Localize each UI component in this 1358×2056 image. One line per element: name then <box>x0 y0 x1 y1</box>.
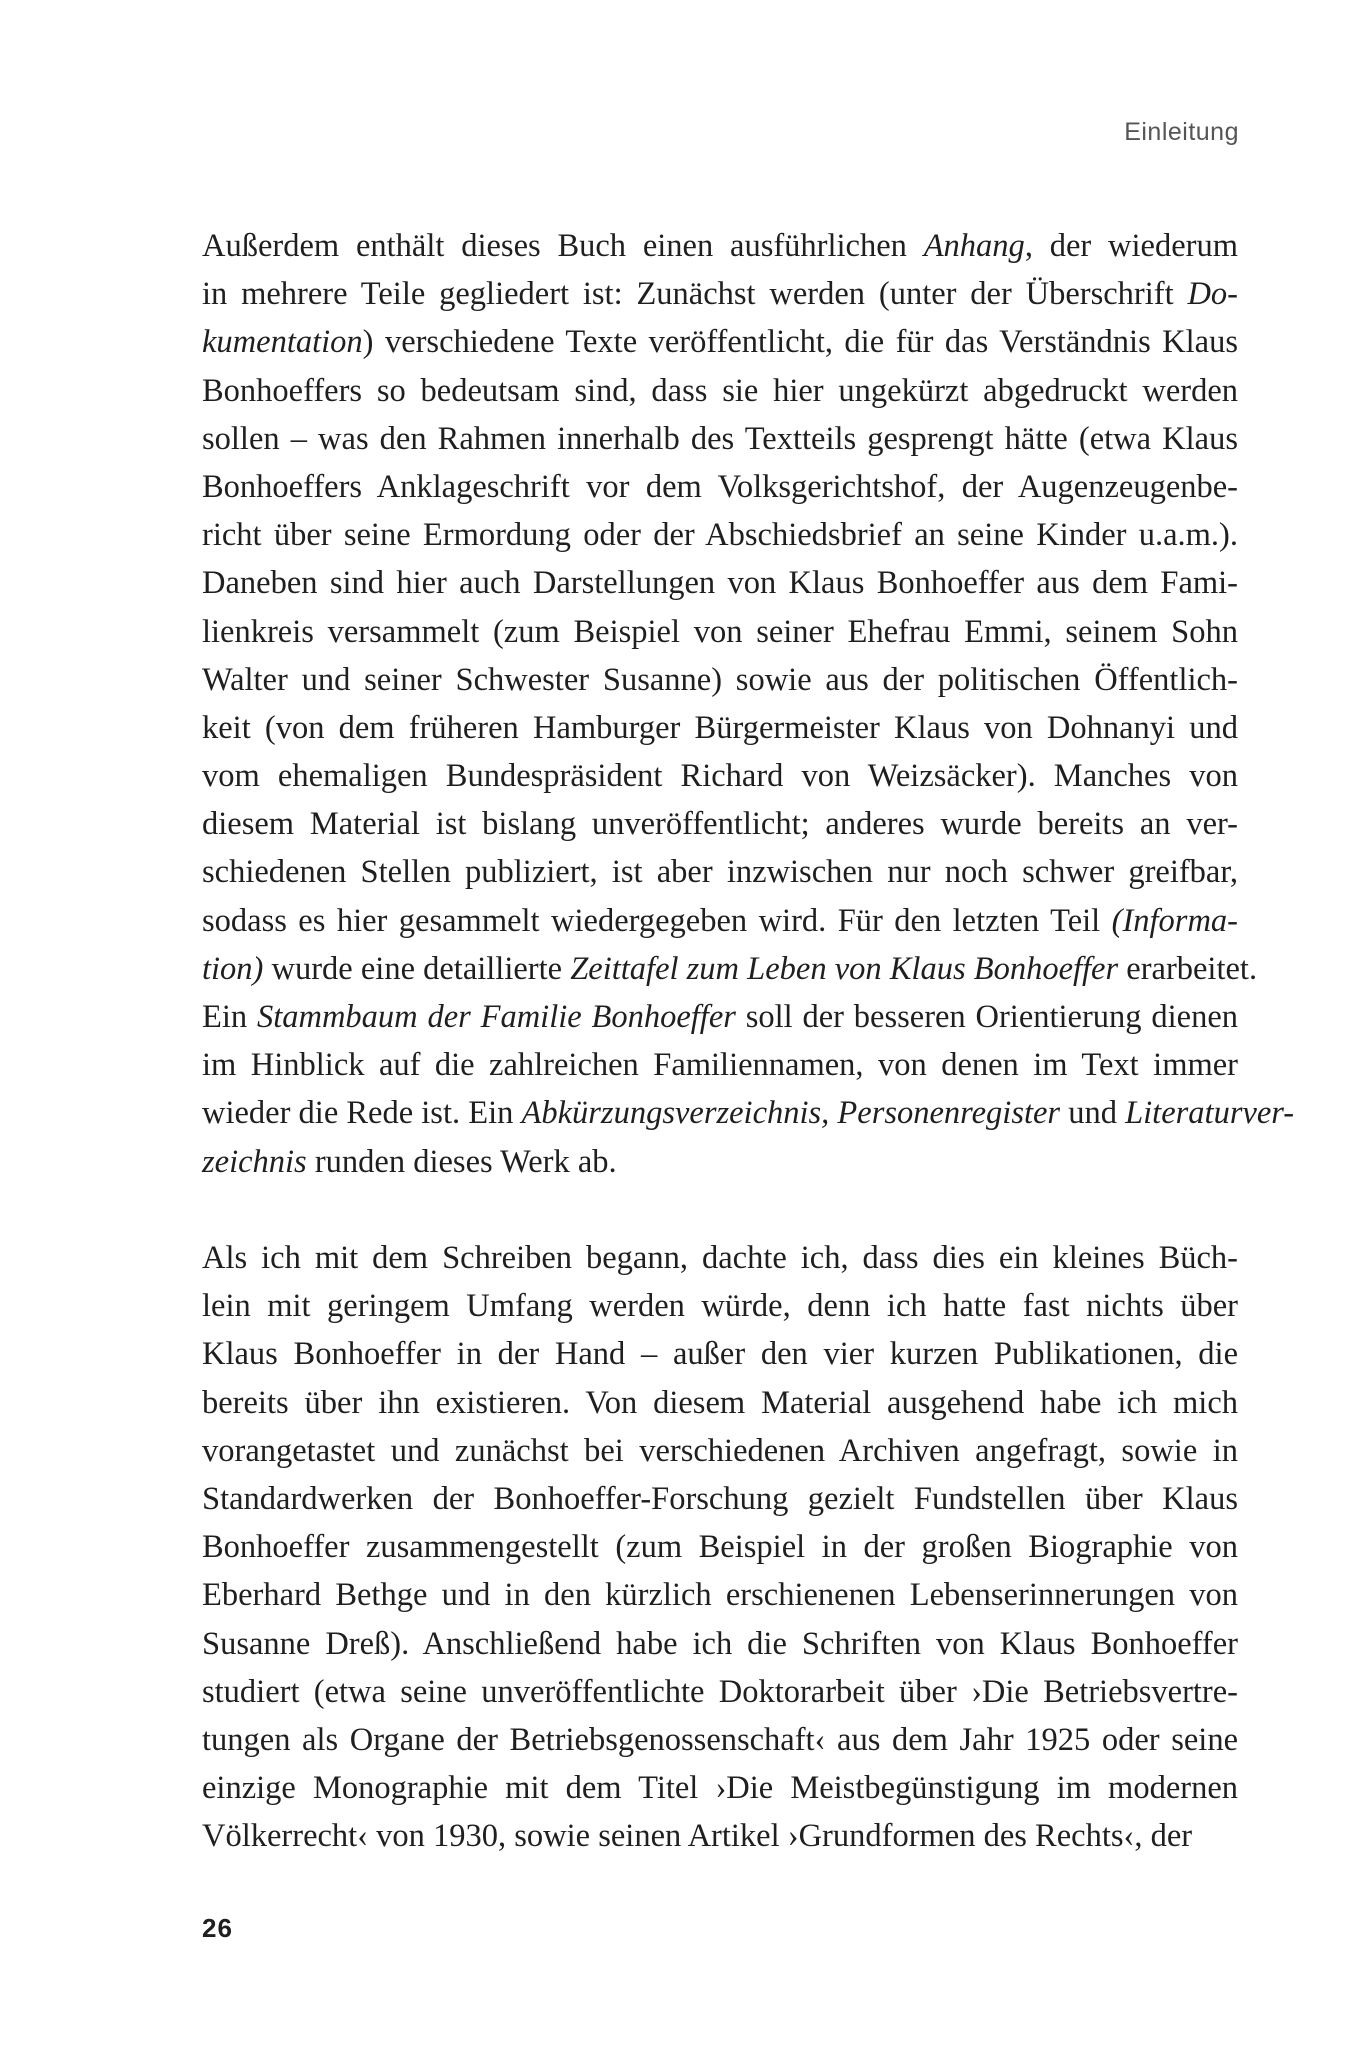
text-line <box>202 993 1238 1041</box>
text-line <box>202 1234 1238 1282</box>
running-head: Einleitung <box>1124 118 1239 146</box>
italic-text: Do- <box>1187 276 1238 313</box>
text-line <box>202 800 1238 848</box>
text-line <box>202 945 1258 993</box>
italic-text: Stammbaum der Familie Bonhoeffer <box>256 999 736 1035</box>
text-run: erarbeitet. <box>1118 950 1258 987</box>
italic-text: (Informa- <box>1111 902 1238 939</box>
text-line <box>202 608 1238 656</box>
text-run: Als ich mit dem Schreiben begann, dachte ich, dass dies ein kleines Büch- <box>202 1240 1238 1276</box>
text-run: ) verschiedene Texte veröffentlicht, die für das Verständnis Klaus <box>362 324 1238 361</box>
text-line <box>202 1475 1238 1523</box>
text-line <box>202 1041 1238 1089</box>
text-run: wurde eine detaillierte <box>263 950 571 987</box>
text-line <box>202 656 1238 704</box>
text-line <box>202 1282 1238 1330</box>
text-run: Ein <box>202 999 257 1035</box>
text-line <box>202 1571 1238 1619</box>
text-run: studiert (etwa seine unveröffentlichte Doktorarbeit über ›Die Betriebsvertre- <box>202 1673 1238 1710</box>
text-line <box>202 1523 1238 1571</box>
text-run: sollen – was den Rahmen innerhalb des Textteils gesprengt hätte (etwa Klaus <box>202 420 1238 457</box>
text-run: soll der besseren Orientierung dienen <box>735 999 1238 1035</box>
text-line <box>202 704 1238 752</box>
text-run: Susanne Dreß). Anschließend habe ich die Schriften von Klaus Bonhoeffer <box>202 1625 1238 1662</box>
text-line <box>202 318 1238 366</box>
text-run: lein mit geringem Umfang werden würde, denn ich hatte fast nichts über <box>202 1288 1238 1325</box>
text-run: Bonhoeffers so bedeutsam sind, dass sie hier ungekürzt abgedruckt werden <box>202 372 1238 409</box>
text-line <box>202 559 1238 607</box>
text-line <box>202 752 1238 800</box>
text-line <box>202 848 1238 896</box>
text-run: Außerdem enthält dieses Buch einen ausführlichen <box>202 228 924 264</box>
text-line <box>202 367 1238 415</box>
italic-text: tion) <box>202 950 264 987</box>
text-line <box>202 1716 1238 1764</box>
text-run: , der wiederum <box>1024 228 1238 264</box>
italic-text: Zeittafel zum Leben von Klaus Bonhoeffer <box>570 950 1119 987</box>
text-run: richt über seine Ermordung oder der Abschiedsbrief an seine Kinder u.a.m.). <box>202 517 1238 554</box>
text-line <box>202 270 1238 318</box>
text-run: sodass es hier gesammelt wiedergegeben wird. Für den letzten Teil <box>202 902 1112 939</box>
text-run: Eberhard Bethge und in den kürzlich erschienenen Lebenserinnerungen von <box>202 1577 1238 1614</box>
text-line <box>202 1138 1238 1186</box>
text-run: und <box>1060 1095 1126 1132</box>
text-run: Klaus Bonhoeffer in der Hand – außer den vier kurzen Publikationen, die <box>202 1336 1238 1373</box>
text-line <box>202 1379 1238 1427</box>
text-line <box>202 1089 1295 1137</box>
text-run: schiedenen Stellen publiziert, ist aber inzwischen nur noch schwer greifbar, <box>202 854 1238 891</box>
text-run: Bonhoeffer zusammengestellt (zum Beispiel in der großen Biographie von <box>202 1529 1238 1566</box>
text-run: Bonhoeffers Anklageschrift vor dem Volksgerichtshof, der Augenzeugenbe- <box>202 468 1238 505</box>
text-line <box>202 897 1238 945</box>
text-run: diesem Material ist bislang unveröffentlicht; anderes wurde bereits an ver- <box>202 806 1238 843</box>
italic-text: kumentation <box>202 324 363 361</box>
text-line <box>202 1764 1238 1812</box>
text-line <box>202 463 1238 511</box>
text-run: runden dieses Werk ab. <box>306 1143 617 1180</box>
text-run: in mehrere Teile gegliedert ist: Zunächst werden (unter der Überschrift <box>202 276 1188 313</box>
text-line <box>202 511 1238 559</box>
text-run: wieder die Rede ist. Ein <box>202 1095 522 1132</box>
body-paragraph-2 <box>202 1234 1238 1860</box>
text-line <box>202 1330 1238 1378</box>
text-run: lienkreis versammelt (zum Beispiel von seiner Ehefrau Emmi, seinem Sohn <box>202 613 1238 650</box>
text-line <box>202 1427 1238 1475</box>
text-run: bereits über ihn existieren. Von diesem Material ausgehend habe ich mich <box>202 1384 1238 1421</box>
italic-text: Anhang <box>923 228 1025 264</box>
text-run: keit (von dem früheren Hamburger Bürgermeister Klaus von Dohnanyi und <box>202 709 1238 746</box>
text-line <box>202 1668 1238 1716</box>
text-line <box>202 415 1238 463</box>
italic-text: Literaturver- <box>1125 1095 1295 1132</box>
page-number: 26 <box>202 1913 233 1943</box>
text-run: Walter und seiner Schwester Susanne) sowie aus der politischen Öffentlich- <box>202 661 1238 698</box>
text-line <box>202 222 1238 270</box>
text-run: vom ehemaligen Bundespräsident Richard von Weizsäcker). Manches von <box>202 758 1238 795</box>
body-paragraph-1 <box>202 222 1295 1186</box>
text-run: tungen als Organe der Betriebsgenossenschaft‹ aus dem Jahr 1925 oder seine <box>202 1721 1238 1758</box>
text-run: vorangetastet und zunächst bei verschiedenen Archiven angefragt, sowie in <box>202 1432 1238 1469</box>
italic-text: Abkürzungsverzeichnis, Personenregister <box>521 1095 1061 1132</box>
text-line <box>202 1812 1238 1860</box>
text-run: einzige Monographie mit dem Titel ›Die Meistbegünstigung im modernen <box>202 1770 1238 1807</box>
italic-text: zeichnis <box>202 1143 307 1180</box>
text-run: im Hinblick auf die zahlreichen Familiennamen, von denen im Text immer <box>202 1047 1238 1084</box>
text-run: Standardwerken der Bonhoeffer-Forschung gezielt Fundstellen über Klaus <box>202 1480 1238 1517</box>
text-run: Völkerrecht‹ von 1930, sowie seinen Artikel ›Grundformen des Rechts‹, der <box>202 1818 1193 1855</box>
text-line <box>202 1620 1238 1668</box>
text-run: Daneben sind hier auch Darstellungen von Klaus Bonhoeffer aus dem Fami- <box>202 565 1238 602</box>
